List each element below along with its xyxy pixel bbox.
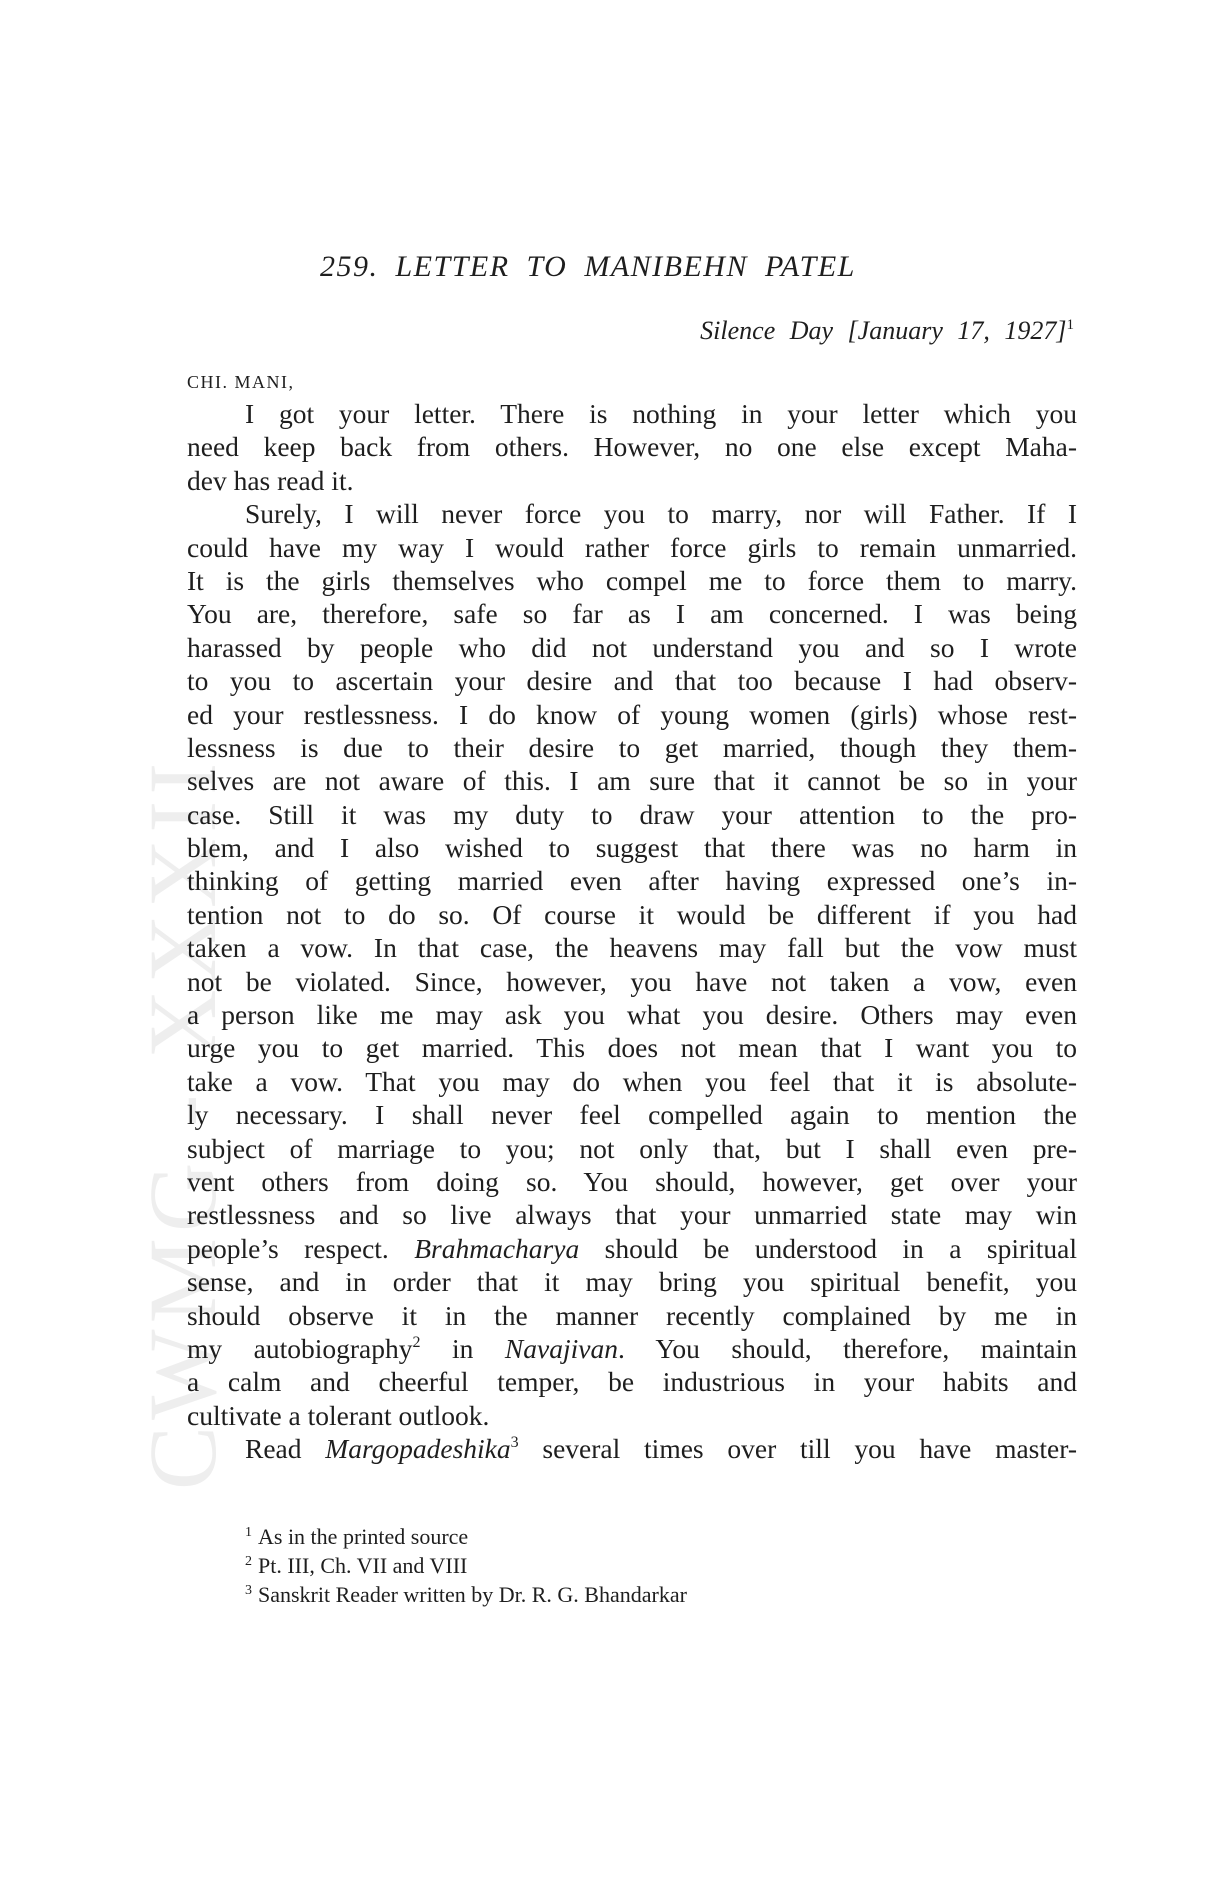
body-line: subject of marriage to you; not only that, but I shall even pre- — [187, 1132, 1077, 1164]
body-line: to you to ascertain your desire and that too because I had observ- — [187, 665, 1077, 697]
dateline — [700, 316, 1074, 346]
footnote — [245, 1580, 687, 1609]
body-line: a person like me may ask you what you desire. Others may even — [187, 999, 1077, 1031]
footnote-text: Sanskrit Reader written by Dr. R. G. Bhandarkar — [258, 1582, 687, 1607]
footnote-ref-3: 3 — [510, 1434, 519, 1452]
body-line: ly necessary. I shall never feel compelled again to mention the — [187, 1099, 1077, 1131]
body-line: selves are not aware of this. I am sure that it cannot be so in your — [187, 765, 1077, 797]
body-line: ed your restlessness. I do know of young women (girls) whose rest- — [187, 698, 1077, 730]
body-text-run: Read — [245, 1433, 326, 1465]
body-line: need keep back from others. However, no one else except Maha- — [187, 431, 1077, 463]
watermark: CWMG - XXXII — [129, 756, 236, 1490]
body-text-run: people’s respect. — [187, 1232, 415, 1264]
body-line: taken a vow. In that case, the heavens may fall but the vow must — [187, 932, 1077, 964]
body-line: should observe it in the manner recently complained by me in — [187, 1299, 1077, 1331]
body-text-run: should be understood in a spiritual — [579, 1232, 1077, 1264]
footnote — [245, 1551, 687, 1580]
body-line — [187, 1332, 1077, 1365]
footnote — [245, 1522, 687, 1551]
body-line: blem, and I also wished to suggest that there was no harm in — [187, 832, 1077, 864]
term-brahmacharya: Brahmacharya — [414, 1232, 580, 1264]
salutation: CHI. MANI, — [187, 372, 295, 392]
term-navajivan: Navajivan — [504, 1332, 618, 1364]
body-line: sense, and in order that it may bring you spiritual benefit, you — [187, 1266, 1077, 1298]
body-line: harassed by people who did not understand you and so I wrote — [187, 631, 1077, 663]
body-line: take a vow. That you may do when you feel that it is absolute- — [187, 1065, 1077, 1097]
footnotes — [245, 1522, 687, 1609]
body-line: It is the girls themselves who compel me to force them to marry. — [187, 564, 1077, 596]
body-line: case. Still it was my duty to draw your attention to the pro- — [187, 798, 1077, 830]
body-line: urge you to get married. This does not mean that I want you to — [187, 1032, 1077, 1064]
body-line: lessness is due to their desire to get married, though they them- — [187, 731, 1077, 763]
body-line: vent others from doing so. You should, however, get over your — [187, 1165, 1077, 1197]
body-line: thinking of getting married even after having expressed one’s in- — [187, 865, 1077, 897]
body-line: a calm and cheerful temper, be industrious in your habits and — [187, 1366, 1077, 1398]
body-line — [187, 1432, 1077, 1465]
letter-heading: 259. LETTER TO MANIBEHN PATEL — [320, 250, 856, 283]
body-text-run: several times over till you have master- — [518, 1433, 1077, 1465]
body-line: You are, therefore, safe so far as I am concerned. I was being — [187, 598, 1077, 630]
footnote-ref-1: 1 — [1066, 317, 1074, 333]
body-text-run: my autobiography — [187, 1332, 413, 1364]
footnote-number: 3 — [245, 1583, 252, 1598]
footnote-text: Pt. III, Ch. VII and VIII — [258, 1553, 468, 1578]
body-line: not be violated. Since, however, you have not taken a vow, even — [187, 965, 1077, 997]
body-line: dev has read it. — [187, 464, 354, 496]
footnote-number: 1 — [245, 1525, 252, 1540]
body-line: I got your letter. There is nothing in your letter which you — [245, 398, 1077, 429]
body-text-run: in — [420, 1332, 505, 1364]
footnote-ref-2: 2 — [412, 1333, 421, 1351]
term-margopadeshika: Margopadeshika — [325, 1433, 511, 1465]
body-text-run: . You should, therefore, maintain — [617, 1332, 1077, 1364]
body-line: tention not to do so. Of course it would be different if you had — [187, 898, 1077, 930]
body-line: could have my way I would rather force girls to remain unmarried. — [187, 531, 1077, 563]
body-line: restlessness and so live always that your unmarried state may win — [187, 1199, 1077, 1231]
footnote-number: 2 — [245, 1554, 252, 1569]
body-line: Surely, I will never force you to marry, nor will Father. If I — [245, 498, 1077, 530]
dateline-text: Silence Day [January 17, 1927] — [700, 316, 1067, 345]
body-line — [187, 1232, 1077, 1265]
body-line: cultivate a tolerant outlook. — [187, 1399, 490, 1431]
letter-body — [187, 397, 1077, 1466]
footnote-text: As in the printed source — [258, 1524, 469, 1549]
